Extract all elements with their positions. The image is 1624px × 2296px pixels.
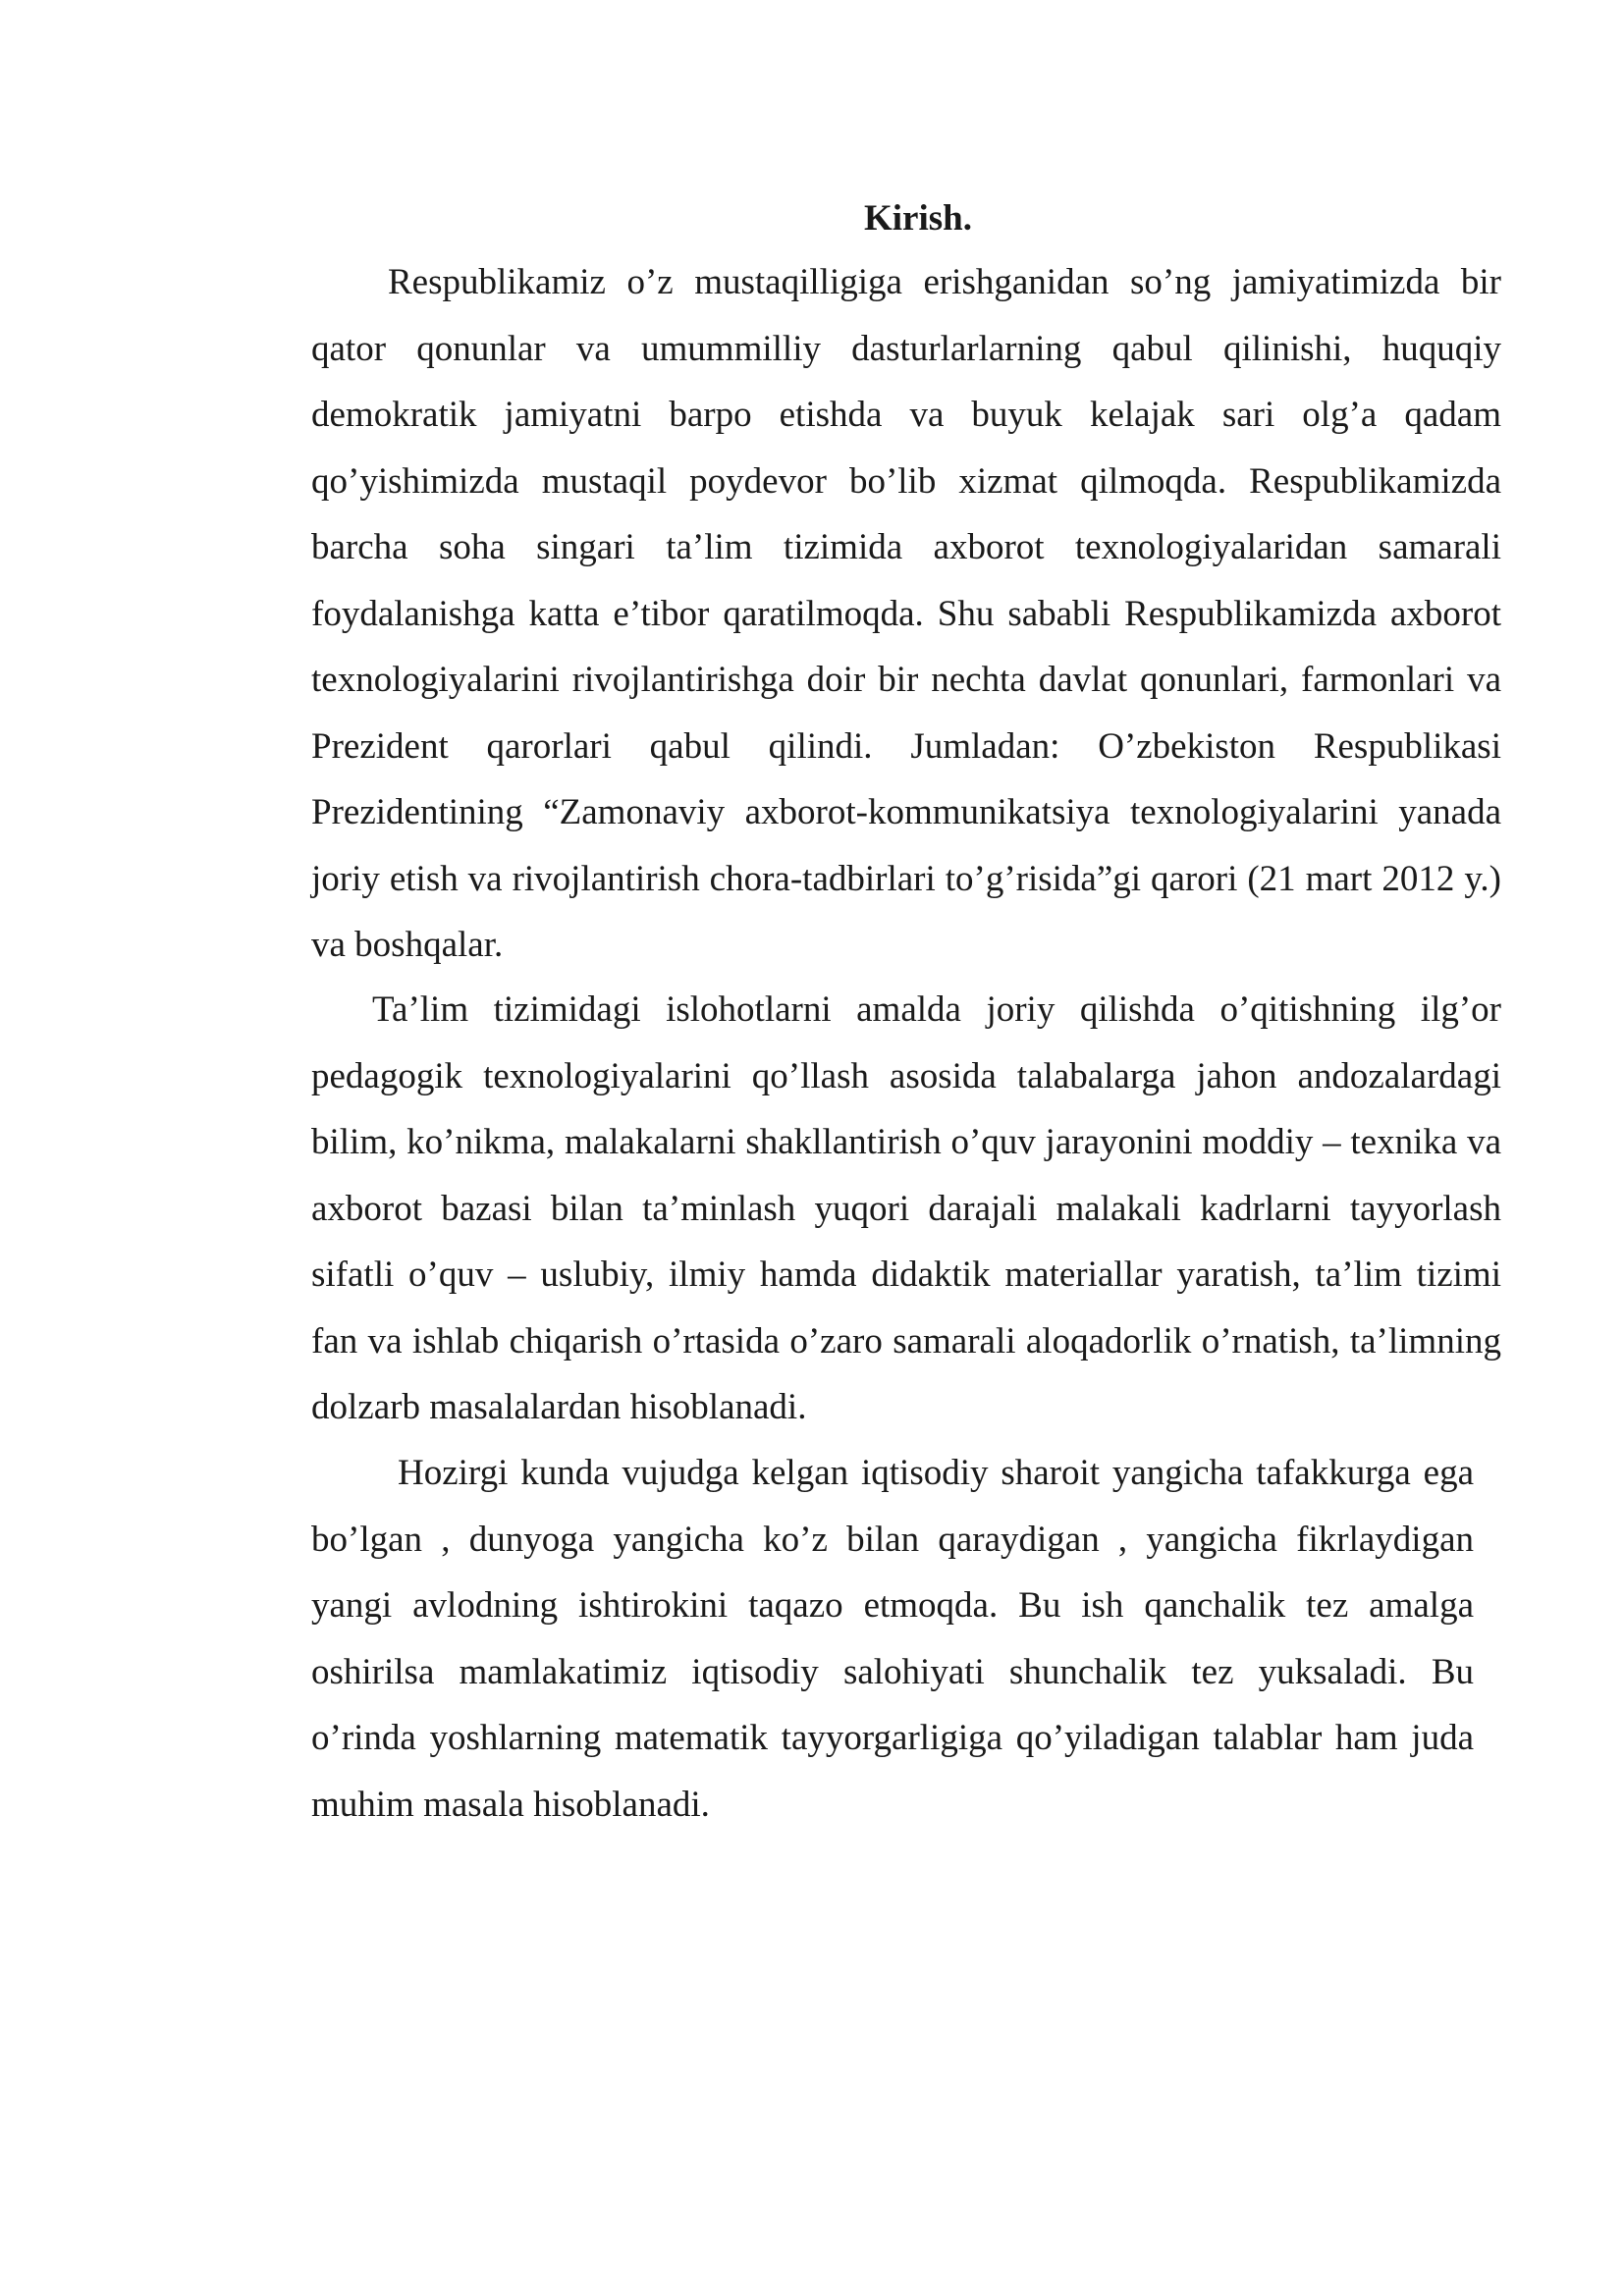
paragraph-economic-conditions: Hozirgi kunda vujudga kelgan iqtisodiy sharoit yangicha tafakkurga ega bo’lgan , dunyoga yangicha ko’z bilan qaraydigan , yangicha fikrlaydigan yangi avlodning ishtirokini taqazo etmoqda. Bu ish qanchalik tez amalga oshirilsa mamlakatimiz iqtisodiy salohiyati shunchalik tez yuksaladi. Bu o’rinda yoshlarning matematik tayyorgarligiga qo’yiladigan talablar ham juda muhim masala hisoblanadi. [311,1453,1474,1825]
paragraph-education-reform: Ta’lim tizimidagi islohotlarni amalda joriy qilishda o’qitishning ilg’or pedagogik texnologiyalarini qo’llash asosida talabalarga jahon andozalardagi bilim, ko’nikma, malakalarni shakllantirish o’quv jarayonini moddiy – texnika va axborot bazasi bilan ta’minlash yuqori darajali malakali kadrlarni tayyorlash sifatli o’quv – uslubiy, ilmiy hamda didaktik materiallar yaratish, ta’lim tizimi fan va ishlab chiqarish o’rtasida o’zaro samarali aloqadorlik o’rnatish, ta’limning dolzarb masalalardan hisoblanadi. [311,989,1501,1427]
page-title: Kirish. [864,198,972,239]
paragraph-intro: Respublikamiz o’z mustaqilligiga erishganidan so’ng jamiyatimizda bir qator qonunlar va umummilliy dasturlarlarning qabul qilinishi, huquqiy demokratik jamiyatni barpo etishda va buyuk kelajak sari olg’a qadam qo’yishimizda mustaqil poydevor bo’lib xizmat qilmoqda. Respublikamizda barcha soha singari ta’lim tizimida axborot texnologiyalaridan samarali foydalanishga katta e’tibor qaratilmoqda. Shu sababli Respublikamizda axborot texnologiyalarini rivojlantirishga doir bir nechta davlat qonunlari, farmonlari va Prezident qarorlari qabul qilindi. Jumladan: O’zbekiston Respublikasi Prezidentining “Zamonaviy axborot-kommunikatsiya texnologiyalarini yanada joriy etish va rivojlantirish chora-tadbirlari to’g’risida”gi qarori (21 mart 2012 y.) va boshqalar. [311,262,1501,965]
